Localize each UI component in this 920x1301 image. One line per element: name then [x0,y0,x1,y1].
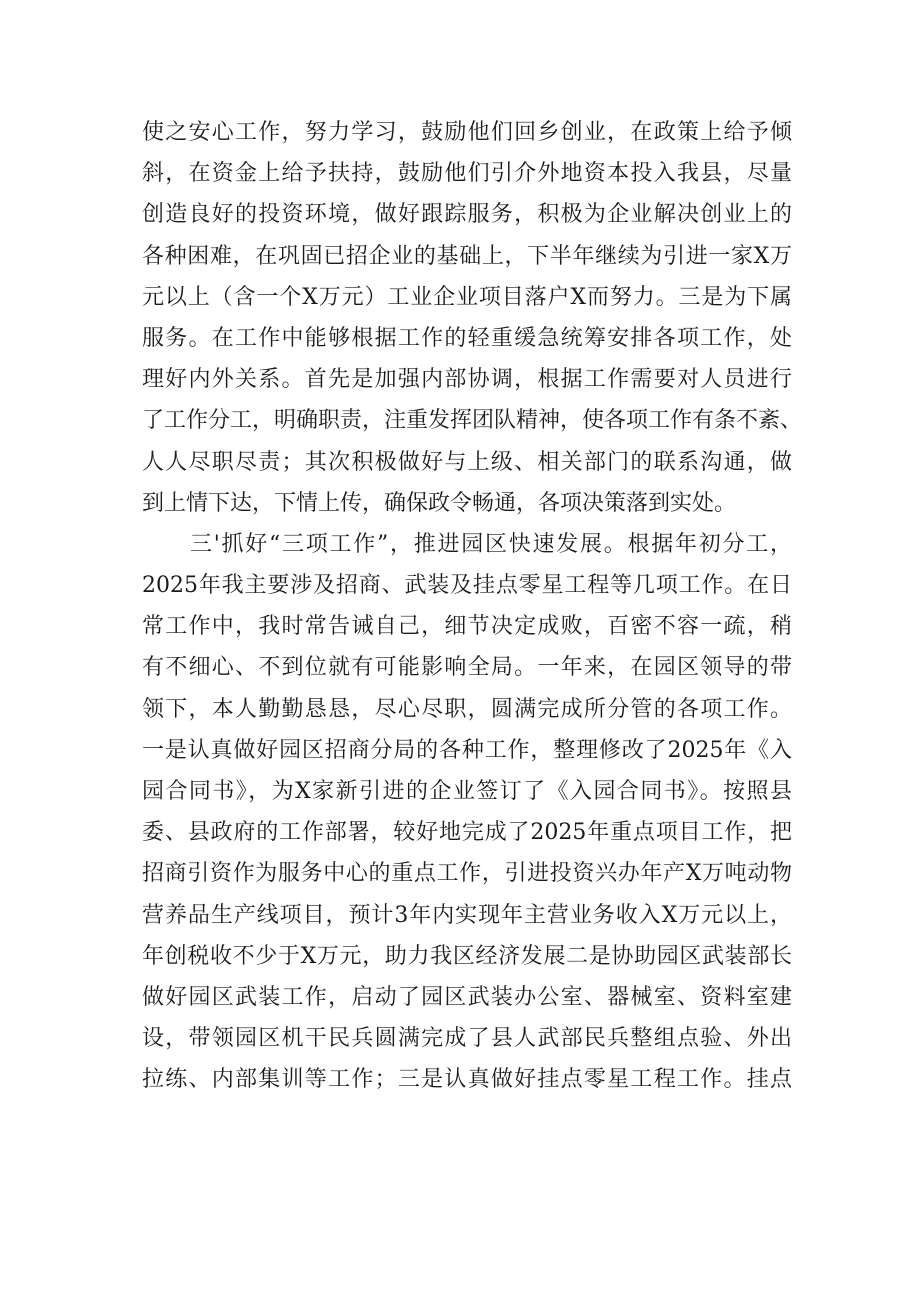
text-line: 服务。在工作中能够根据工作的轻重缓急统筹安排各项工作，处 [142,325,792,351]
text-line: 到上情下达，下情上传，确保政令畅通，各项决策落到实处。 [142,490,737,516]
text-line: 斜，在资金上给予扶持，鼓励他们引介外地资本投入我县，尽量 [142,161,792,187]
text-line: 一是认真做好园区招商分局的各种工作，整理修改了2025年《入 [142,737,792,763]
text-line: 各种困难，在巩固已招企业的基础上，下半年继续为引进一家X万 [142,243,792,269]
text-line: 年创税收不少于X万元，助力我区经济发展二是协助园区武装部长 [142,943,792,969]
text-line: 做好园区武装工作，启动了园区武装办公室、器械室、资料室建 [142,984,792,1010]
text-line: 常工作中，我时常告诫自己，细节决定成败，百密不容一疏，稍 [142,614,792,640]
text-line: 使之安心工作，努力学习，鼓励他们回乡创业，在政策上给予倾 [142,120,792,145]
text-line: 招商引资作为服务中心的重点工作，引进投资兴办年产X万吨动物 [142,861,792,887]
text-line: 理好内外关系。首先是加强内部协调，根据工作需要对人员进行 [142,367,792,393]
text-line: 了工作分工，明确职责，注重发挥团队精神，使各项工作有条不紊、 [142,408,803,434]
text-line: 创造良好的投资环境，做好跟踪服务，积极为企业解决创业上的 [142,202,792,228]
text-line: 人人尽职尽责；其次积极做好与上级、相关部门的联系沟通，做 [142,449,792,475]
document-body [142,112,803,1101]
text-line: 有不细心、不到位就有可能影响全局。一年来，在园区领导的带 [142,655,792,681]
text-line: 拉练、内部集训等工作；三是认真做好挂点零星工程工作。挂点 [142,1067,792,1093]
text-line: 领下，本人勤勤恳恳，尽心尽职，圆满完成所分管的各项工作。 [142,696,792,722]
text-line: 委、县政府的工作部署，较好地完成了2025年重点项目工作，把 [142,820,792,846]
section-heading-line: 三'抓好“三项工作”，推进园区快速发展。根据年初分工， [190,531,792,557]
text-line: 园合同书》，为X家新引进的企业签订了《入园合同书》。按照县 [142,779,792,804]
text-line: 设，带领园区机干民兵圆满完成了县人武部民兵整组点验、外出 [142,1026,792,1052]
text-line: 元以上（含一个X万元）工业企业项目落户X而努力。三是为下属 [142,284,792,310]
text-line: 2025年我主要涉及招商、武装及挂点零星工程等几项工作。在日 [142,573,792,599]
text-line: 营养品生产线项目，预计3年内实现年主营业务收入X万元以上， [142,902,792,928]
